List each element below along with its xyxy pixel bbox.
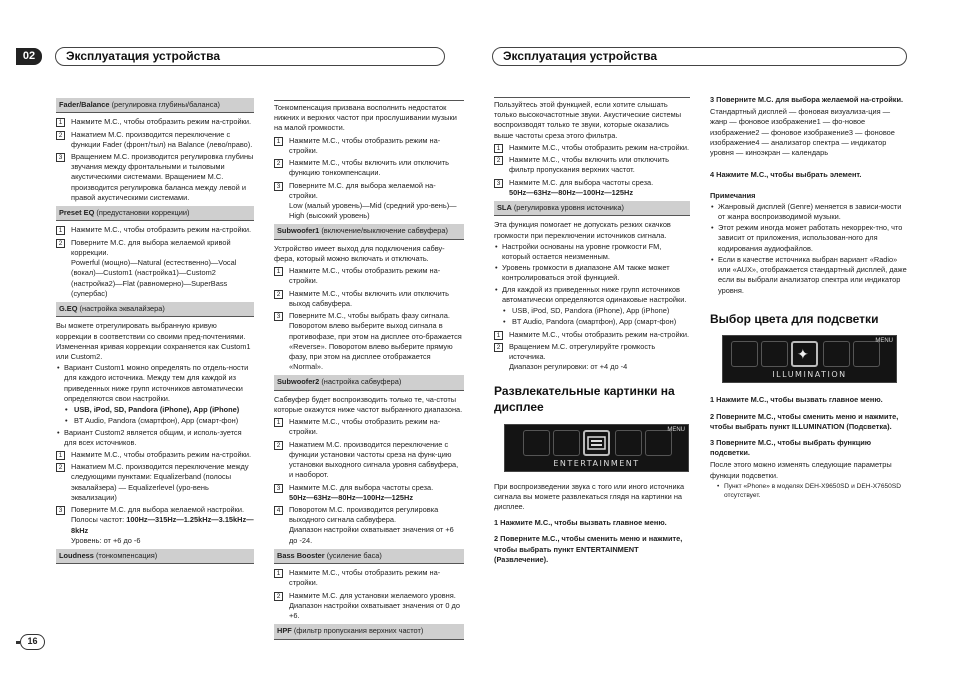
step-peq-1: 1 Нажмите М.С., чтобы отобразить режим на-стройки.: [56, 225, 254, 235]
sla-bullet-1: • Настройки основаны на уровне громкости FM, который остается неизменным.: [494, 242, 690, 262]
ill-step-3-text: После этого можно изменять следующие параметры функции подсветки.: [710, 460, 892, 480]
geq-sub-2: • BT Audio, Pandora (смартфон), App (смарт-фон): [56, 416, 254, 426]
section-header-fader: Fader/Balance (регулировка глубины/баланса): [56, 98, 254, 113]
sla-bullet-2: • Уровень громкости в диапазоне AM также может контролироваться этой функцией.: [494, 263, 690, 283]
menu-icon-4: [823, 341, 850, 367]
column-2: [274, 98, 464, 644]
step-loud-2: 2 Нажмите М.С., чтобы включить или отключить функцию тонкомпенсации.: [274, 158, 464, 178]
loudness-intro: Тонкомпенсация призвана восполнить недостаток нижних и верхних частот при прослушивании музыки на малой громкости.: [274, 103, 457, 133]
entertainment-icon: [583, 430, 610, 456]
step-hpf-2: 2 Нажмите М.С., чтобы включить или отключить фильтр пропускания верхних частот.: [494, 155, 690, 175]
step-sla-1: 1 Нажмите М.С., чтобы отобразить режим на-стройки.: [494, 330, 690, 340]
section-header-hpf: HPF (фильтр пропускания верхних частот): [274, 624, 464, 639]
step-sw1-3: 3 Поверните М.С., чтобы выбрать фазу сигнала. Поворотом влево выберите выход сигнала в противофазе, при этом на дисплее ото-бражается «Reverse». Поворотом влево выберите прямую фазу, при этом на дисплее отображается «Normal».: [274, 311, 464, 372]
ent-step-4: 4 Нажмите М.С., чтобы выбрать элемент.: [710, 170, 862, 180]
right-page-title: Эксплуатация устройства: [492, 47, 907, 66]
section-header-subwoofer2: Subwoofer2 (настройка сабвуфера): [274, 375, 464, 390]
ent-step-3: 3 Поверните М.С. для выбора желаемой на-стройки.: [710, 95, 904, 104]
step-fader-1: 1 Нажмите М.С., чтобы отобразить режим на-стройки.: [56, 117, 254, 127]
hpf-intro: Пользуйтесь этой функцией, если хотите слышать только высокочастотные звуки. Акустические системы воспроизводят только те звуки, которые оказались выше частоты среза этого фильтра.: [494, 100, 682, 140]
step-hpf-1: 1 Нажмите М.С., чтобы отобразить режим на-стройки.: [494, 143, 690, 153]
menu-label: MENU: [667, 426, 685, 433]
section-number-badge: 02: [16, 48, 42, 65]
ent-step-2: 2 Поверните М.С., чтобы сменить меню и нажмите, чтобы выбрать пункт ENTERTAINMENT (Развлечение).: [494, 534, 683, 564]
step-peq-2: 2 Поверните М.С. для выбора желаемой кривой коррекции. Powerful (мощно)—Natural (естественно)—Vocal (вокал)—Custom1 (настройка1)—Custom2 (настройка2)—Flat (равномерно)—SuperBass (супербас): [56, 238, 254, 299]
menu-icon-2: [761, 341, 788, 367]
note-2: • Этот режим иногда может работать некоррек-тно, что зависит от приложения, использован-ного для кодирования аудиофайлов.: [710, 223, 908, 254]
ent-step-1: 1 Нажмите М.С., чтобы вызвать главное меню.: [494, 518, 667, 528]
step-geq-2: 2 Нажатием М.С. производится переключение между следующими пунктами: Equalizerband (полосы эквалайзера) — Equalizerlevel (уро-вень эквализации): [56, 462, 254, 503]
notes-heading: Примечания: [710, 190, 756, 200]
geq-intro: Вы можете отрегулировать выбранную кривую коррекции в соответствии со своими пред-почтениями. Измененная кривая коррекции сохраняется как Custom1 или Custom2.: [56, 321, 251, 362]
step-loud-1: 1 Нажмите М.С., чтобы отобразить режим на-стройки.: [274, 136, 464, 156]
geq-bullet-1: • Вариант Custom1 можно определять по отдель-ности для каждого источника. Между тем для каждой из приведенных ниже групп источников автоматически определяются свои настройки.: [56, 363, 254, 404]
column-top-rule: [494, 97, 690, 98]
step-bb-1: 1 Нажмите М.С., чтобы отобразить режим на-стройки.: [274, 568, 464, 588]
step-loud-3: 3 Поверните М.С. для выбора желаемой на-стройки. Low (малый уровень)—Mid (средний уро-вень)—High (высокий уровень): [274, 181, 464, 222]
section-header-loudness: Loudness (тонкомпенсация): [56, 549, 254, 564]
ill-step-3-note: • Пункт «Phone» в моделях DEH-X9650SD и DEH-X7650SD отсутствует.: [716, 482, 908, 500]
step-sw1-2: 2 Нажмите М.С., чтобы включить или отключить выход сабвуфера.: [274, 289, 464, 309]
entertainment-title: Развлекательные картинки на дисплее: [494, 384, 675, 414]
column-1: [56, 95, 254, 568]
entertainment-screen-image: [504, 424, 689, 472]
column-4: [710, 95, 908, 501]
section-header-bass-booster: Bass Booster (усиление баса): [274, 549, 464, 564]
sw2-intro: Сабвуфер будет воспроизводить только те, ча-стоты которые окажутся ниже частот выбранного диапазона.: [274, 394, 463, 414]
sla-sub-1: • USB, iPod, SD, Pandora (iPhone), App (iPhone): [494, 306, 690, 316]
step-sw2-4: 4 Поворотом М.С. производится регулировка выходного сигнала сабвуфера. Диапазон настройки охватывает значения от +6 до -24.: [274, 505, 464, 546]
column-3: [494, 95, 690, 567]
ill-step-2: 2 Поверните М.С., чтобы сменить меню и нажмите, чтобы выбрать пункт ILLUMINATION (Подсветка).: [710, 411, 899, 431]
menu-icon-4: [615, 430, 642, 456]
section-header-geq: G.EQ (настройка эквалайзера): [56, 302, 254, 317]
column-top-rule: [274, 100, 464, 101]
illumination-screen-image: [722, 335, 897, 383]
step-sw2-3: 3 Нажмите М.С. для выбора частоты среза. 50Hz—63Hz—80Hz—100Hz—125Hz: [274, 483, 464, 503]
sla-bullet-3: • Для каждой из приведенных ниже групп источников автоматически определяются одинаковые настройки.: [494, 285, 690, 305]
step-geq-3: 3 Поверните М.С. для выбора желаемой настройки. Полосы частот: 100Hz—315Hz—1.25kHz—3.15kHz—8kHz Уровень: от +6 до -6: [56, 505, 254, 546]
step-fader-2: 2 Нажатием М.С. производится переключение с функции Fader (фронт/тыл) на Balance (лево/право).: [56, 130, 254, 150]
section-header-preset-eq: Preset EQ (предустановки коррекции): [56, 206, 254, 221]
menu-icon-1: [731, 341, 758, 367]
left-page-title: Эксплуатация устройства: [55, 47, 445, 66]
sla-intro: Эта функция помогает не допускать резких скачков громкости при переключении источников сигнала.: [494, 220, 671, 240]
section-header-subwoofer1: Subwoofer1 (включение/выключение сабвуфера): [274, 224, 464, 239]
step-fader-3: 3 Вращением М.С. производится регулировка глубины звучания между фронтальными и тыловыми акустическими системами. Вращением М.С. производится регулировка баланса между левой и правой акустическими системами.: [56, 152, 254, 203]
menu-icon-1: [523, 430, 550, 456]
step-hpf-3: 3 Нажмите М.С. для выбора частоты среза. 50Hz—63Hz—80Hz—100Hz—125Hz: [494, 178, 690, 198]
menu-label: MENU: [875, 338, 893, 345]
step-sw2-1: 1 Нажмите М.С., чтобы отобразить режим на-стройки.: [274, 417, 464, 437]
menu-icon-2: [553, 430, 580, 456]
note-1: • Жанровый дисплей (Genre) меняется в зависи-мости от жанра воспроизводимой музыки.: [710, 202, 908, 222]
ill-step-3: 3 Поверните М.С., чтобы выбрать функцию подсветки.: [710, 437, 872, 458]
geq-sub-1: • USB, iPod, SD, Pandora (iPhone), App (iPhone): [56, 405, 254, 415]
page-number: 16: [20, 634, 45, 650]
step-geq-1: 1 Нажмите М.С., чтобы отобразить режим на-стройки.: [56, 450, 254, 460]
illumination-icon: [791, 341, 818, 367]
section-header-sla: SLA (регулировка уровня источника): [494, 201, 690, 216]
note-3: • Если в качестве источника выбран вариант «Radio» или «AUX», отображается стандартный дисплей, даже если вы выбрали анализатор спектра или индикатор уровня.: [710, 255, 908, 296]
sla-sub-2: • BT Audio, Pandora (смартфон), App (смарт-фон): [494, 317, 690, 327]
step-sla-2: 2 Вращением М.С. отрегулируйте громкость источника. Диапазон регулировки: от +4 до -4: [494, 342, 690, 373]
entertainment-intro: При воспроизведении звука с того или иного источника сигнала вы можете развлекаться глядя на картинки на дисплее.: [494, 481, 685, 512]
illumination-caption: ILLUMINATION: [772, 370, 847, 380]
step-sw2-2: 2 Нажатием М.С. производится переключение с функции установки частоты среза на функ-цию установки выходного сигнала уровня сабвуфера, и наоборот.: [274, 440, 464, 481]
step-bb-2: 2 Нажмите М.С. для установки желаемого уровня. Диапазон настройки охватывает значения от 0 до +6.: [274, 591, 464, 622]
ill-step-1: 1 Нажмите М.С., чтобы вызвать главное меню.: [710, 395, 883, 405]
ent-step-3-options: Стандартный дисплей — фоновая визуализа-ция — жанр — фоновое изображение1 — фо-новое изображение2 — фоновое изображение3 — фоновое изображение4 — анализатор спектра — индикатор уровня — киноэкран — календарь: [710, 107, 895, 158]
illumination-title: Выбор цвета для подсветки: [710, 311, 879, 326]
geq-bullet-2: • Вариант Custom2 является общим, и исполь-зуется для всех источников.: [56, 428, 254, 448]
svg-text:✦: ✦: [797, 347, 809, 364]
sw1-intro: Устройство имеет выход для подключения сабву-фера, который можно включать и отключать.: [274, 243, 445, 263]
step-sw1-1: 1 Нажмите М.С., чтобы отобразить режим на-стройки.: [274, 266, 464, 286]
entertainment-caption: ENTERTAINMENT: [553, 458, 640, 468]
